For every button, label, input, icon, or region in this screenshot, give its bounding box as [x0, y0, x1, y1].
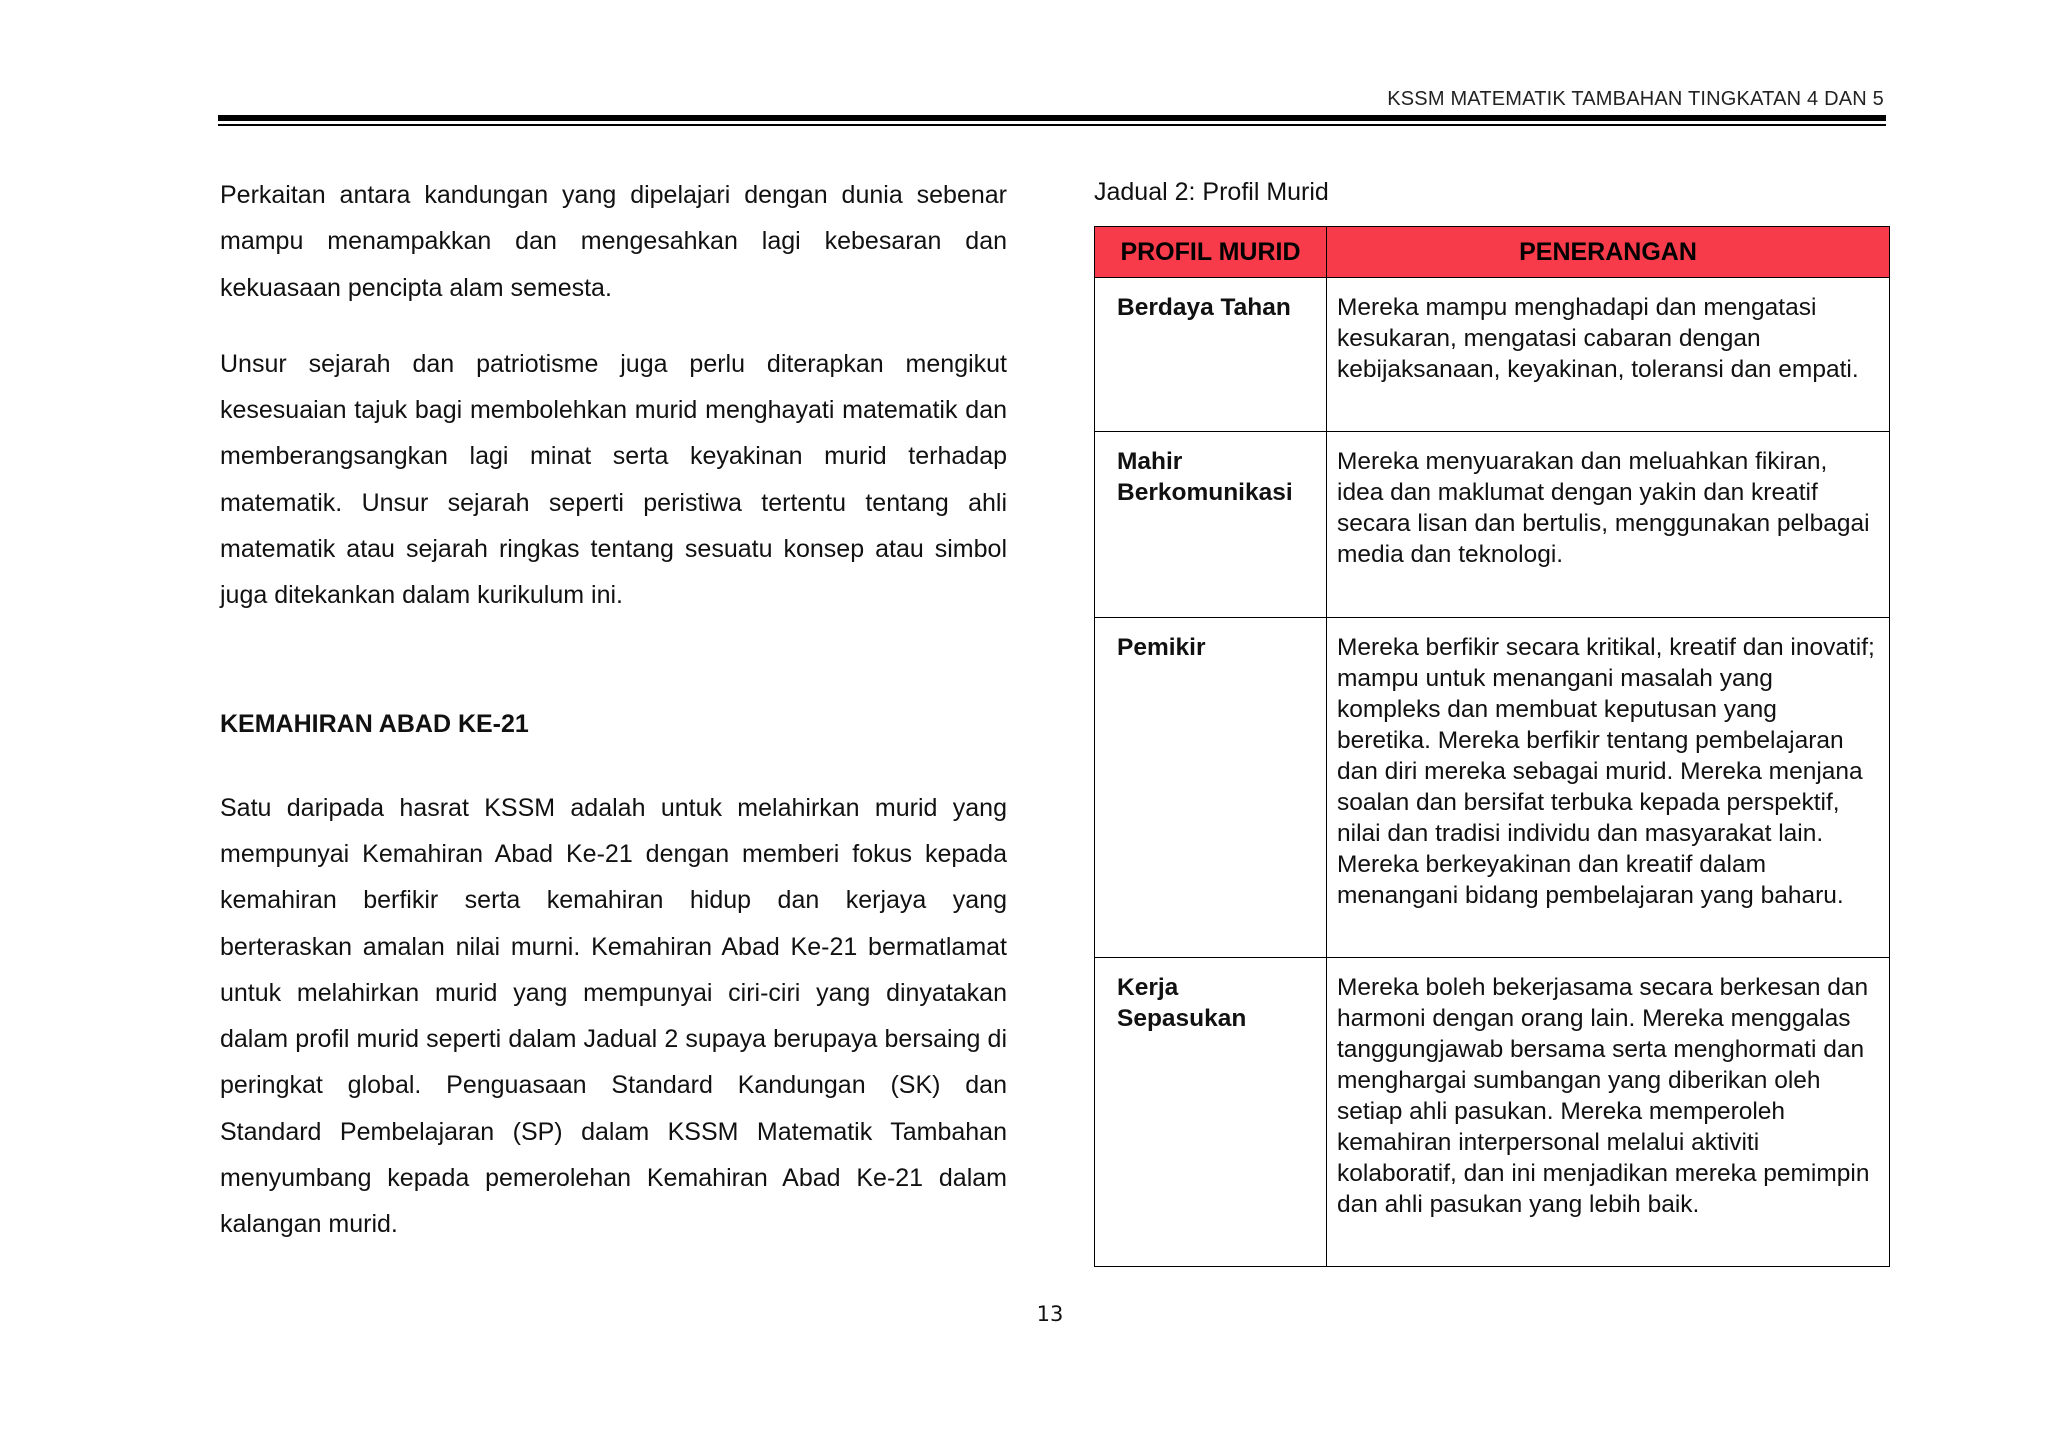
profile-desc-cell: Mereka boleh bekerjasama secara berkesan dan harmoni dengan orang lain. Mereka menggalas tanggungjawab bersama serta menghormati dan menghargai sumbangan yang diberikan oleh setiap ahli pasukan. Mereka memperoleh kemahiran interpersonal melalui aktiviti kolaboratif, dan ini menjadikan mereka pemimpin dan ahli pasukan yang lebih baik.	[1327, 958, 1890, 1267]
profile-desc-cell: Mereka berfikir secara kritikal, kreatif dan inovatif; mampu untuk menangani masalah yang kompleks dan membuat keputusan yang beretika. Mereka berfikir tentang pembelajaran dan diri mereka sebagai murid. Mereka menjana soalan dan bersifat terbuka kepada perspektif, nilai dan tradisi individu dan masyarakat lain. Mereka berkeyakinan dan kreatif dalam menangani bidang pembelajaran yang baharu.	[1327, 618, 1890, 958]
header-rule-thick	[218, 115, 1886, 121]
profile-desc-cell: Mereka menyuarakan dan meluahkan fikiran, idea dan maklumat dengan yakin dan kreatif secara lisan dan bertulis, menggunakan pelbagai media dan teknologi.	[1327, 432, 1890, 618]
left-column	[220, 172, 1007, 1248]
table-header-penerangan: PENERANGAN	[1327, 227, 1890, 278]
right-column	[1094, 172, 1889, 1267]
page-number: 13	[1036, 1302, 1064, 1326]
profile-name-cell: Mahir Berkomunikasi	[1095, 432, 1327, 618]
table-header-row	[1095, 227, 1890, 278]
table-caption: Jadual 2: Profil Murid	[1094, 178, 1329, 206]
profile-table	[1094, 226, 1890, 1267]
profile-desc-cell: Mereka mampu menghadapi dan mengatasi kesukaran, mengatasi cabaran dengan kebijaksanaan, keyakinan, toleransi dan empati.	[1327, 278, 1890, 432]
table-header-profil: PROFIL MURID	[1095, 227, 1327, 278]
profile-name-cell: Kerja Sepasukan	[1095, 958, 1327, 1267]
profile-name-cell: Berdaya Tahan	[1095, 278, 1327, 432]
paragraph-perkaitan: Perkaitan antara kandungan yang dipelajari dengan dunia sebenar mampu menampakkan dan mengesahkan lagi kebesaran dan kekuasaan pencipta alam semesta.	[220, 181, 1007, 302]
section-heading-kemahiran: KEMAHIRAN ABAD KE-21	[220, 709, 529, 738]
header-rule-thin	[218, 124, 1886, 126]
table-row	[1095, 432, 1890, 618]
paragraph-kemahiran-abad: Satu daripada hasrat KSSM adalah untuk melahirkan murid yang mempunyai Kemahiran Abad Ke-21 dengan memberi fokus kepada kemahiran berfikir serta kemahiran hidup dan kerjaya yang berteraskan amalan nilai murni. Kemahiran Abad Ke-21 bermatlamat untuk melahirkan murid yang mempunyai ciri-ciri yang dinyatakan dalam profil murid seperti dalam Jadual 2 supaya berupaya bersaing di peringkat global. Penguasaan Standard Kandungan (SK) dan Standard Pembelajaran (SP) dalam KSSM Matematik Tambahan menyumbang kepada pemerolehan Kemahiran Abad Ke-21 dalam kalangan murid.	[220, 793, 1007, 1239]
table-row	[1095, 958, 1890, 1267]
paragraph-unsur-sejarah: Unsur sejarah dan patriotisme juga perlu diterapkan mengikut kesesuaian tajuk bagi membolehkan murid menghayati matematik dan memberangsangkan lagi minat serta keyakinan murid terhadap matematik. Unsur sejarah seperti peristiwa tertentu tentang ahli matematik atau sejarah ringkas tentang sesuatu konsep atau simbol juga ditekankan dalam kurikulum ini.	[220, 349, 1007, 610]
table-row	[1095, 618, 1890, 958]
document-header-title: KSSM MATEMATIK TAMBAHAN TINGKATAN 4 DAN 5	[1387, 88, 1884, 110]
profile-name-cell: Pemikir	[1095, 618, 1327, 958]
table-row	[1095, 278, 1890, 432]
